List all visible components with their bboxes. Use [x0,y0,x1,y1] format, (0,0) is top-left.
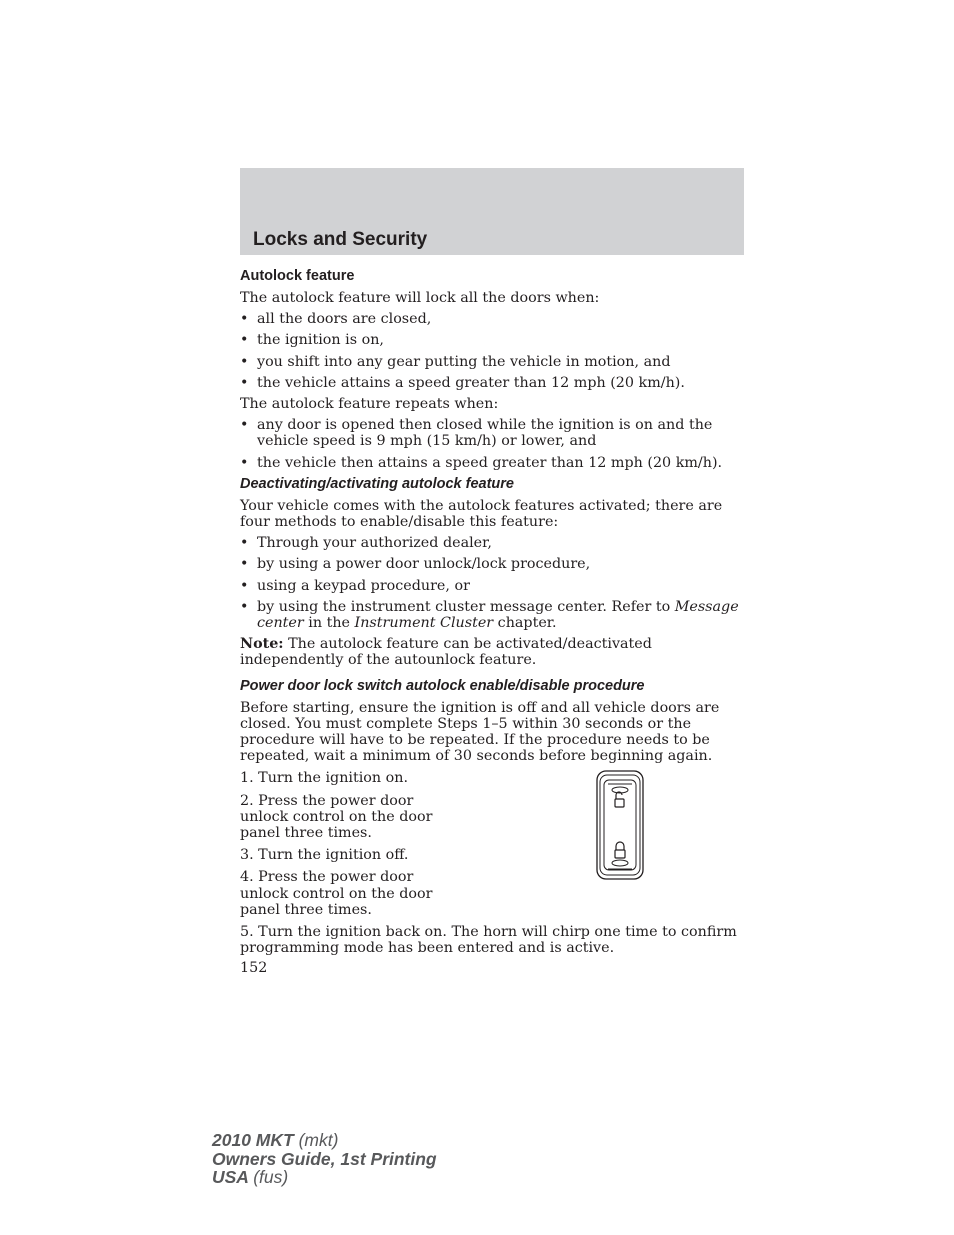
lock-conditions-list [240,311,745,391]
list-item: • using a keypad procedure, or [240,578,745,594]
method4-mid: in the [303,615,355,632]
deactivating-intro: Your vehicle comes with the autolock features activated; there are four methods to enable/disable this feature: [240,497,723,531]
method4-prefix: by using the instrument cluster message center. Refer to [257,598,675,615]
list-item [240,599,745,631]
footer-model: 2010 MKT [212,1130,294,1150]
message-center-ref: Message center [257,598,739,632]
footer-line-region [212,1168,437,1187]
page-number: 152 [240,959,268,976]
repeat-intro: The autolock feature repeats when: [240,396,499,413]
instrument-cluster-ref: Instrument Cluster [354,615,494,632]
list-item: • by using a power door unlock/lock procedure, [240,556,745,572]
list-item: • all the doors are closed, [240,311,745,327]
autolock-intro: The autolock feature will lock all the doors when: [240,290,600,306]
footer-region: USA [212,1167,249,1187]
list-item: • the ignition is on, [240,332,745,348]
procedure-heading: Power door lock switch autolock enable/disable procedure [240,677,645,694]
deactivating-heading: Deactivating/activating autolock feature [240,475,514,492]
step-4: 4. Press the power door unlock control on the door panel three times. [240,869,433,918]
methods-list [240,535,745,631]
power-door-lock-switch-icon [595,770,645,880]
footer-region-code: (fus) [253,1167,289,1187]
procedure-intro: Before starting, ensure the ignition is off and all vehicle doors are closed. You must complete Steps 1–5 within 30 seconds or the procedure will have to be repeated. If the procedure needs to be repeated, wait a minimum of 30 seconds before beginning again. [240,699,720,765]
list-item: • the vehicle attains a speed greater than 12 mph (20 km/h). [240,375,745,391]
procedure-steps [240,770,745,956]
note-text: The autolock feature can be activated/deactivated independently of the autounlock feature. [240,636,652,669]
step-3: 3. Turn the ignition off. [240,847,409,864]
footer-model-code: (mkt) [298,1130,339,1150]
step-1: 1. Turn the ignition on. [240,770,409,787]
footer-line-model [212,1131,437,1150]
repeat-conditions-list [240,417,745,471]
page-content [240,264,745,981]
section-title: Locks and Security [253,229,428,250]
list-item: • the vehicle then attains a speed greater than 12 mph (20 km/h). [240,455,745,471]
step-2: 2. Press the power door unlock control on the door panel three times. [240,792,433,842]
document-footer [212,1131,437,1187]
list-item: • you shift into any gear putting the vehicle in motion, and [240,354,745,370]
note-label: Note: [240,636,284,653]
footer-guide: Owners Guide, 1st Printing [212,1148,437,1169]
autolock-heading: Autolock feature [240,268,355,284]
method4-suffix: chapter. [493,615,557,632]
list-item: • Through your authorized dealer, [240,535,745,551]
note [240,636,745,668]
section-header-band [240,168,744,255]
step-5: 5. Turn the ignition back on. The horn will chirp one time to confirm programming mode has been entered and is active. [240,924,737,957]
list-item: • any door is opened then closed while the ignition is on and the vehicle speed is 9 mph (15 km/h) or lower, and [240,417,745,449]
